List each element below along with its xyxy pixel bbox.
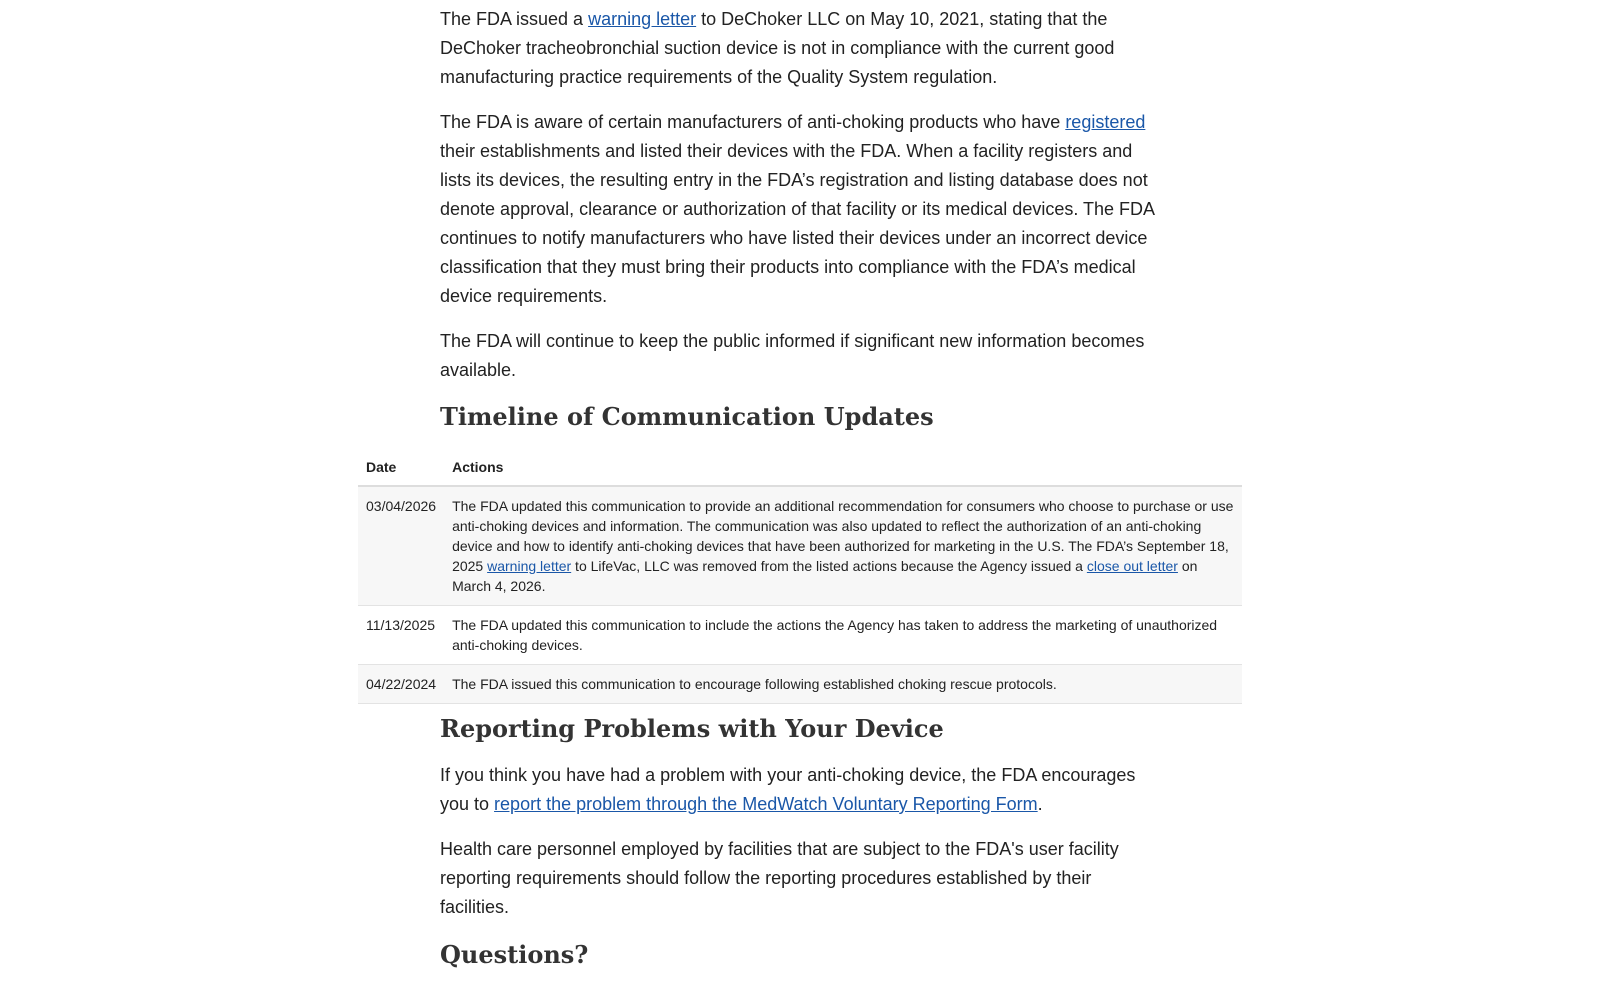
text-span: If you think you have had a problem with your anti-choking device, the FDA encourages you to	[440, 765, 1136, 814]
row-date: 03/04/2026	[358, 486, 444, 606]
intro-paragraph-warning	[440, 5, 1160, 92]
close-out-letter-link[interactable]: close out letter	[1086, 558, 1178, 574]
reporting-heading: Reporting Problems with Your Device	[440, 714, 944, 743]
lifevac-warning-letter-link[interactable]: warning letter	[487, 558, 572, 574]
intro-paragraph-informed: The FDA will continue to keep the public informed if significant new information becomes available.	[440, 331, 1145, 380]
health-care-paragraph: Health care personnel employed by facilities that are subject to the FDA's user facility reporting requirements should follow the reporting procedures established by their facilities.	[440, 839, 1119, 917]
medwatch-report-link[interactable]: report the problem through the MedWatch Voluntary Reporting Form	[494, 794, 1038, 814]
text-span: .	[1037, 794, 1043, 814]
table-row	[358, 606, 1242, 665]
text-span: The FDA is aware of certain manufacturers of anti-choking products who have	[440, 112, 1066, 132]
warning-letter-link[interactable]: warning letter	[588, 9, 697, 29]
intro-section	[440, 5, 1160, 401]
registered-link[interactable]: registered	[1065, 112, 1146, 132]
text-span: their establishments and listed their devices with the FDA. When a facility registers and lists its devices, the resulting entry in the FDA’s registration and listing database does not denote approval, clearance or authorization of that facility or its medical devices. The FDA continues to notify manufacturers who have listed their devices under an incorrect device classification that they must bring their products into compliance with the FDA’s medical device requirements.	[440, 141, 1155, 306]
date-column-header: Date	[358, 453, 444, 486]
row-actions: The FDA issued this communication to encourage following established choking rescue protocols.	[444, 665, 1242, 704]
text-span: The FDA issued a	[440, 9, 589, 29]
text-span: The FDA updated this communication to provide an additional recommendation for consumers who choose to purchase or use anti-choking devices and information. The communication was also updated to reflect the authorization of an anti-choking device and how to identify anti-choking devices that have been authorized for marketing in the U.S. The FDA’s September 18, 2025	[452, 498, 1234, 574]
text-span: to LifeVac, LLC was removed from the listed actions because the Agency issued a	[571, 558, 1087, 574]
intro-paragraph-registered	[440, 108, 1160, 311]
questions-heading: Questions?	[440, 940, 589, 969]
row-actions: The FDA updated this communication to include the actions the Agency has taken to address the marketing of unauthorized anti-choking devices.	[444, 606, 1242, 665]
table-row	[358, 486, 1242, 606]
timeline-heading: Timeline of Communication Updates	[440, 402, 934, 431]
reporting-section	[440, 714, 1160, 987]
actions-column-header: Actions	[444, 453, 1242, 486]
text-span: on March 4, 2026.	[452, 558, 1198, 594]
reporting-paragraph	[440, 761, 1160, 819]
text-span: to DeChoker LLC on May 10, 2021, stating that the DeChoker tracheobronchial suction device is not in compliance with the current good manufacturing practice requirements of the Quality System regulation.	[440, 9, 1115, 87]
row-actions	[444, 486, 1242, 606]
table-row	[358, 665, 1242, 704]
timeline-table	[358, 453, 1242, 704]
row-date: 11/13/2025	[358, 606, 444, 665]
row-date: 04/22/2024	[358, 665, 444, 704]
table-header-row	[358, 453, 1242, 486]
